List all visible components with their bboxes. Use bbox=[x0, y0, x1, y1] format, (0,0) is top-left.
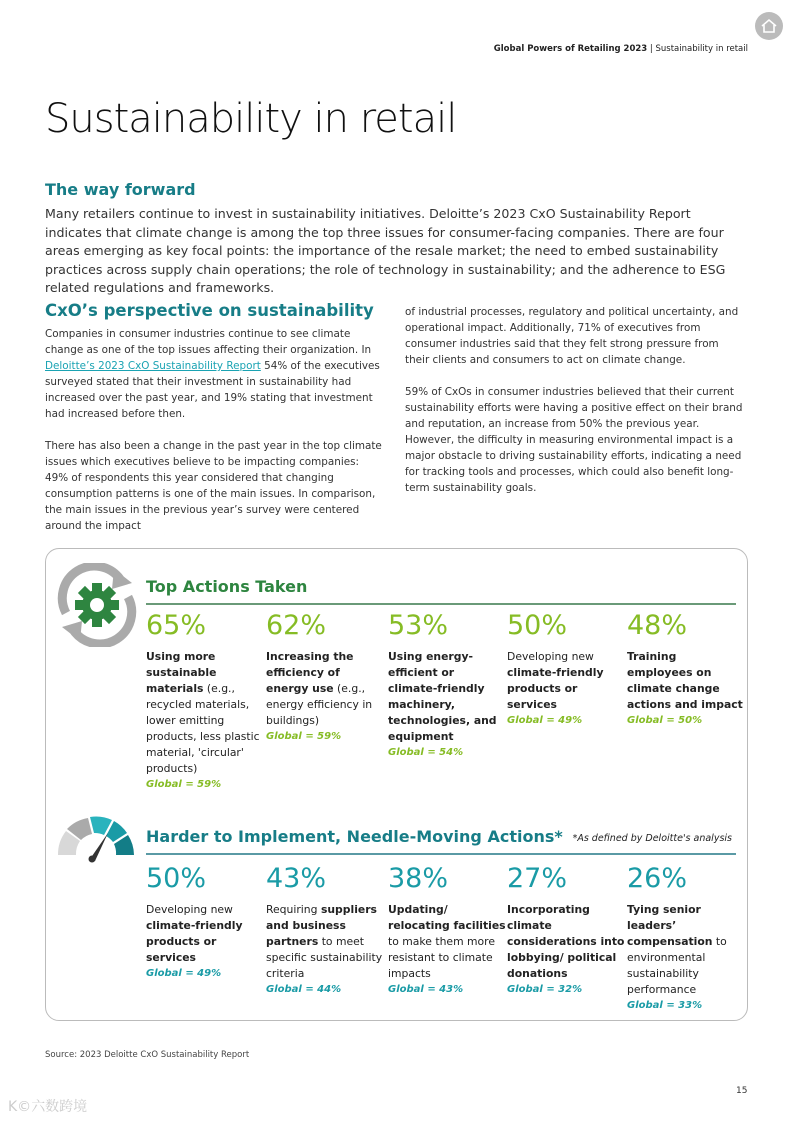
divider bbox=[146, 853, 736, 855]
gear-cycle-icon bbox=[54, 563, 140, 647]
global-value: Global = 44% bbox=[266, 984, 342, 995]
way-forward-heading: The way forward bbox=[45, 180, 196, 199]
description-text: climate-friendly products or services bbox=[146, 919, 243, 964]
stat-description bbox=[146, 649, 264, 777]
global-value: Global = 33% bbox=[627, 1000, 703, 1011]
description-text: Developing new bbox=[507, 650, 594, 663]
top-actions-heading: Top Actions Taken bbox=[146, 577, 308, 596]
global-value: Global = 59% bbox=[146, 779, 222, 790]
description-text: Training employees on climate change actions and impact bbox=[627, 650, 743, 711]
global-value: Global = 59% bbox=[266, 731, 342, 742]
stat-item bbox=[146, 864, 264, 982]
stat-item bbox=[266, 611, 384, 745]
stat-description bbox=[388, 902, 506, 982]
paragraph: of industrial processes, regulatory and political uncertainty, and operational impact. Additionally, 71% of executives from consumer industries said that they felt strong pressure from their clients and consumers to act on climate change. bbox=[405, 306, 739, 366]
stat-description bbox=[146, 902, 264, 966]
description-text: to meet specific sustainability criteria bbox=[266, 935, 383, 980]
running-header: Global Powers of Retailing 2023 | Sustainability in retail bbox=[493, 44, 748, 54]
description-text: Tying senior leaders’ compensation bbox=[627, 903, 713, 948]
description-text: climate-friendly products or services bbox=[507, 666, 604, 711]
stat-percent: 62% bbox=[266, 610, 327, 641]
stat-percent: 50% bbox=[146, 863, 207, 894]
paragraph-text: Companies in consumer industries continue to see climate change as one of the top issues affecting their organization. In bbox=[45, 328, 372, 356]
gauge-icon bbox=[54, 811, 138, 863]
stat-item bbox=[146, 611, 264, 793]
description-text: Updating/ relocating facilities bbox=[388, 903, 506, 932]
section-name: Sustainability in retail bbox=[655, 44, 748, 54]
description-text: suppliers and business partners bbox=[266, 903, 377, 948]
stat-percent: 53% bbox=[388, 610, 449, 641]
way-forward-body: Many retailers continue to invest in sustainability initiatives. Deloitte’s 2023 CxO Sustainability Report indicates that climate change is among the top three issues for consumer-facing companies. There are four areas emerging as key focal points: the importance of the resale market; the need to embed sustainability practices across supply chain operations; the role of technology in sustainability; and the adherence to ESG related regulations and frameworks. bbox=[45, 206, 726, 295]
stat-item bbox=[627, 611, 745, 729]
paragraph-text: 54% of the executives surveyed stated that their investment in sustainability had increased over the past year, and 19% stating that investment had increased before then. bbox=[45, 360, 380, 420]
paragraph: 59% of CxOs in consumer industries believed that their current sustainability efforts were having a positive effect on their brand and reputation, an increase from 50% the previous year. However, the difficulty in measuring environmental impact is a major obstacle to driving sustainability efforts, indicating a need for tracking tools and processes, which could also benefit long-term sustainability goals. bbox=[405, 386, 743, 494]
stat-item bbox=[388, 611, 506, 761]
global-value: Global = 43% bbox=[388, 984, 464, 995]
stat-percent: 27% bbox=[507, 863, 568, 894]
description-text: (e.g., recycled materials, lower emitting products, less plastic material, 'circular' products) bbox=[146, 682, 260, 775]
divider bbox=[146, 603, 736, 605]
description-text: Increasing the efficiency of energy use bbox=[266, 650, 354, 695]
stat-item bbox=[507, 864, 625, 998]
stat-item bbox=[266, 864, 384, 998]
global-value: Global = 50% bbox=[627, 715, 703, 726]
stat-percent: 26% bbox=[627, 863, 688, 894]
watermark: K©六数跨境 bbox=[8, 1099, 88, 1115]
page-number: 15 bbox=[736, 1086, 748, 1096]
global-value: Global = 32% bbox=[507, 984, 583, 995]
home-button[interactable] bbox=[755, 12, 783, 40]
stat-percent: 43% bbox=[266, 863, 327, 894]
stat-item bbox=[507, 611, 625, 729]
stat-description bbox=[627, 902, 745, 998]
stat-percent: 50% bbox=[507, 610, 568, 641]
page-title: Sustainability in retail bbox=[45, 96, 457, 142]
column-left bbox=[45, 326, 385, 550]
stat-description bbox=[627, 649, 745, 713]
description-text: Using energy-efficient or climate-friendly machinery, technologies, and equipment bbox=[388, 650, 497, 743]
description-text: Requiring bbox=[266, 903, 321, 916]
watermark-text: 六数跨境 bbox=[31, 1099, 88, 1115]
actions-infographic bbox=[45, 548, 748, 1021]
description-text: to environmental sustainability performance bbox=[627, 935, 727, 996]
description-text: Incorporating climate considerations into lobbying/ political donations bbox=[507, 903, 625, 980]
stat-description bbox=[266, 902, 384, 982]
paragraph: There has also been a change in the past year in the top climate issues which executives believe to be impacting companies: 49% of respondents this year considered that changing consumption patterns is one of the main issues. In comparison, the main issues in the previous year’s survey were centered around the impact bbox=[45, 440, 382, 532]
stat-percent: 38% bbox=[388, 863, 449, 894]
stat-description bbox=[507, 649, 625, 713]
harder-actions-heading: Harder to Implement, Needle-Moving Actions* bbox=[146, 827, 563, 846]
stat-description bbox=[507, 902, 625, 982]
description-text: to make them more resistant to climate impacts bbox=[388, 935, 495, 980]
cxo-heading: CxO’s perspective on sustainability bbox=[45, 301, 374, 320]
global-value: Global = 49% bbox=[146, 968, 222, 979]
global-value: Global = 54% bbox=[388, 747, 464, 758]
stat-description bbox=[388, 649, 506, 745]
report-name: Global Powers of Retailing 2023 bbox=[493, 44, 648, 54]
footnote: *As defined by Deloitte's analysis bbox=[572, 833, 732, 844]
stat-item bbox=[627, 864, 745, 1014]
stat-item bbox=[388, 864, 506, 998]
report-link[interactable]: Deloitte’s 2023 CxO Sustainability Report bbox=[45, 360, 261, 372]
description-text: Using more sustainable materials bbox=[146, 650, 217, 695]
stat-percent: 65% bbox=[146, 610, 207, 641]
description-text: (e.g., energy efficiency in buildings) bbox=[266, 682, 373, 727]
home-icon bbox=[760, 17, 778, 35]
column-right bbox=[405, 304, 745, 512]
source-note: Source: 2023 Deloitte CxO Sustainability Report bbox=[45, 1050, 250, 1060]
description-text: Developing new bbox=[146, 903, 233, 916]
stat-percent: 48% bbox=[627, 610, 688, 641]
stat-description bbox=[266, 649, 384, 729]
global-value: Global = 49% bbox=[507, 715, 583, 726]
